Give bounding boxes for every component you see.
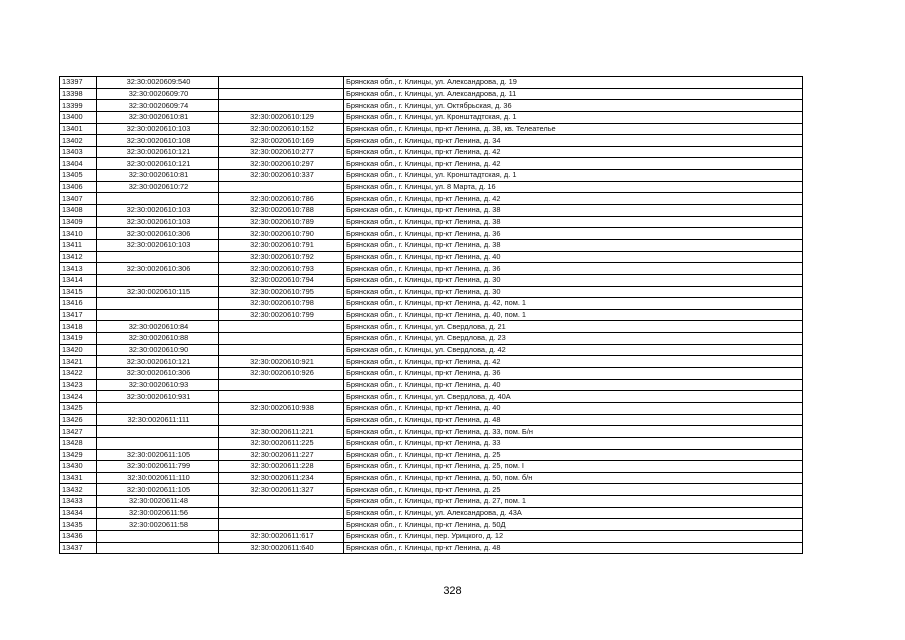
premises-cadastral-number-cell: 32:30:0020610:337 — [219, 170, 344, 182]
row-number-cell: 13405 — [60, 170, 97, 182]
table-row — [60, 100, 803, 112]
address-cell: Брянская обл., г. Клинцы, пр-кт Ленина, д. 38 — [344, 205, 803, 217]
row-number-cell: 13410 — [60, 228, 97, 240]
address-cell: Брянская обл., г. Клинцы, ул. Александрова, д. 43А — [344, 507, 803, 519]
cadastral-number-cell: 32:30:0020610:306 — [97, 228, 219, 240]
row-number-cell: 13408 — [60, 205, 97, 217]
cadastral-number-cell — [97, 402, 219, 414]
cadastral-number-cell: 32:30:0020611:48 — [97, 496, 219, 508]
cadastral-number-cell: 32:30:0020610:121 — [97, 356, 219, 368]
premises-cadastral-number-cell — [219, 507, 344, 519]
premises-cadastral-number-cell: 32:30:0020610:789 — [219, 216, 344, 228]
row-number-cell: 13437 — [60, 542, 97, 554]
cadastral-number-cell: 32:30:0020610:931 — [97, 391, 219, 403]
cadastral-number-cell: 32:30:0020610:103 — [97, 239, 219, 251]
premises-cadastral-number-cell: 32:30:0020610:152 — [219, 123, 344, 135]
table-row — [60, 519, 803, 531]
premises-cadastral-number-cell — [219, 519, 344, 531]
premises-cadastral-number-cell: 32:30:0020610:792 — [219, 251, 344, 263]
table-row — [60, 263, 803, 275]
address-cell: Брянская обл., г. Клинцы, ул. 8 Марта, д. 16 — [344, 181, 803, 193]
row-number-cell: 13431 — [60, 472, 97, 484]
address-cell: Брянская обл., г. Клинцы, ул. Свердлова, д. 23 — [344, 333, 803, 345]
table-row — [60, 146, 803, 158]
premises-cadastral-number-cell: 32:30:0020610:129 — [219, 111, 344, 123]
premises-cadastral-number-cell — [219, 344, 344, 356]
row-number-cell: 13402 — [60, 135, 97, 147]
premises-cadastral-number-cell — [219, 321, 344, 333]
row-number-cell: 13432 — [60, 484, 97, 496]
row-number-cell: 13403 — [60, 146, 97, 158]
cadastral-number-cell: 32:30:0020610:81 — [97, 111, 219, 123]
address-cell: Брянская обл., г. Клинцы, пр-кт Ленина, д. 25, пом. I — [344, 461, 803, 473]
table-row — [60, 414, 803, 426]
premises-cadastral-number-cell: 32:30:0020610:938 — [219, 402, 344, 414]
row-number-cell: 13417 — [60, 309, 97, 321]
premises-cadastral-number-cell: 32:30:0020610:798 — [219, 298, 344, 310]
address-cell: Брянская обл., г. Клинцы, пр-кт Ленина, д. 36 — [344, 263, 803, 275]
premises-cadastral-number-cell: 32:30:0020611:228 — [219, 461, 344, 473]
row-number-cell: 13407 — [60, 193, 97, 205]
row-number-cell: 13424 — [60, 391, 97, 403]
table-row — [60, 205, 803, 217]
address-cell: Брянская обл., г. Клинцы, пр-кт Ленина, д. 42, пом. 1 — [344, 298, 803, 310]
row-number-cell: 13412 — [60, 251, 97, 263]
table-row — [60, 333, 803, 345]
address-cell: Брянская обл., г. Клинцы, ул. Александрова, д. 19 — [344, 77, 803, 89]
row-number-cell: 13404 — [60, 158, 97, 170]
table-row — [60, 111, 803, 123]
table-row — [60, 530, 803, 542]
cadastral-number-cell: 32:30:0020609:70 — [97, 88, 219, 100]
premises-cadastral-number-cell: 32:30:0020610:794 — [219, 274, 344, 286]
table-row — [60, 391, 803, 403]
table-row — [60, 228, 803, 240]
table-row — [60, 321, 803, 333]
premises-cadastral-number-cell — [219, 391, 344, 403]
address-cell: Брянская обл., г. Клинцы, пр-кт Ленина, д. 34 — [344, 135, 803, 147]
page-number: 328 — [443, 585, 462, 597]
row-number-cell: 13435 — [60, 519, 97, 531]
cadastral-number-cell: 32:30:0020609:540 — [97, 77, 219, 89]
premises-cadastral-number-cell: 32:30:0020610:795 — [219, 286, 344, 298]
table-row — [60, 193, 803, 205]
premises-cadastral-number-cell: 32:30:0020611:640 — [219, 542, 344, 554]
cadastral-number-cell: 32:30:0020610:103 — [97, 205, 219, 217]
table-row — [60, 170, 803, 182]
cadastral-number-cell: 32:30:0020610:93 — [97, 379, 219, 391]
table-row — [60, 437, 803, 449]
row-number-cell: 13400 — [60, 111, 97, 123]
premises-cadastral-number-cell: 32:30:0020611:234 — [219, 472, 344, 484]
address-cell: Брянская обл., г. Клинцы, пр-кт Ленина, д. 33, пом. Б/н — [344, 426, 803, 438]
cadastral-number-cell: 32:30:0020610:115 — [97, 286, 219, 298]
table-row — [60, 298, 803, 310]
cadastral-number-cell — [97, 274, 219, 286]
table-row — [60, 379, 803, 391]
row-number-cell: 13422 — [60, 368, 97, 380]
row-number-cell: 13406 — [60, 181, 97, 193]
address-cell: Брянская обл., г. Клинцы, пр-кт Ленина, д. 42 — [344, 356, 803, 368]
premises-cadastral-number-cell — [219, 77, 344, 89]
table-row — [60, 507, 803, 519]
table-row — [60, 77, 803, 89]
address-cell: Брянская обл., г. Клинцы, ул. Свердлова, д. 21 — [344, 321, 803, 333]
cadastral-number-cell — [97, 542, 219, 554]
address-cell: Брянская обл., г. Клинцы, ул. Свердлова, д. 42 — [344, 344, 803, 356]
table-row — [60, 216, 803, 228]
premises-cadastral-number-cell — [219, 379, 344, 391]
premises-cadastral-number-cell: 32:30:0020611:221 — [219, 426, 344, 438]
row-number-cell: 13433 — [60, 496, 97, 508]
address-cell: Брянская обл., г. Клинцы, пр-кт Ленина, д. 40, пом. 1 — [344, 309, 803, 321]
table-row — [60, 402, 803, 414]
address-cell: Брянская обл., г. Клинцы, пр-кт Ленина, д. 48 — [344, 542, 803, 554]
table-row — [60, 158, 803, 170]
cadastral-number-cell: 32:30:0020610:84 — [97, 321, 219, 333]
table-row — [60, 239, 803, 251]
cadastral-number-cell: 32:30:0020610:90 — [97, 344, 219, 356]
row-number-cell: 13421 — [60, 356, 97, 368]
cadastral-number-cell — [97, 193, 219, 205]
premises-cadastral-number-cell: 32:30:0020610:297 — [219, 158, 344, 170]
address-cell: Брянская обл., г. Клинцы, пр-кт Ленина, д. 27, пом. 1 — [344, 496, 803, 508]
table-row — [60, 496, 803, 508]
address-cell: Брянская обл., г. Клинцы, пр-кт Ленина, д. 48 — [344, 414, 803, 426]
premises-cadastral-number-cell — [219, 496, 344, 508]
table-body — [60, 77, 803, 554]
table-row — [60, 344, 803, 356]
address-cell: Брянская обл., г. Клинцы, пр-кт Ленина, д. 38, кв. Телеателье — [344, 123, 803, 135]
premises-cadastral-number-cell — [219, 100, 344, 112]
cadastral-number-cell: 32:30:0020610:88 — [97, 333, 219, 345]
row-number-cell: 13409 — [60, 216, 97, 228]
address-cell: Брянская обл., г. Клинцы, пр-кт Ленина, д. 25 — [344, 484, 803, 496]
row-number-cell: 13420 — [60, 344, 97, 356]
premises-cadastral-number-cell — [219, 181, 344, 193]
cadastral-number-cell: 32:30:0020611:105 — [97, 484, 219, 496]
premises-cadastral-number-cell: 32:30:0020611:617 — [219, 530, 344, 542]
cadastral-number-cell: 32:30:0020609:74 — [97, 100, 219, 112]
address-cell: Брянская обл., г. Клинцы, ул. Свердлова, д. 40А — [344, 391, 803, 403]
premises-cadastral-number-cell: 32:30:0020610:926 — [219, 368, 344, 380]
row-number-cell: 13428 — [60, 437, 97, 449]
table-row — [60, 472, 803, 484]
premises-cadastral-number-cell: 32:30:0020610:788 — [219, 205, 344, 217]
cadastral-number-cell: 32:30:0020611:56 — [97, 507, 219, 519]
address-cell: Брянская обл., г. Клинцы, пр-кт Ленина, д. 25 — [344, 449, 803, 461]
address-cell: Брянская обл., г. Клинцы, ул. Кронштадтская, д. 1 — [344, 111, 803, 123]
cadastral-number-cell: 32:30:0020610:72 — [97, 181, 219, 193]
address-cell: Брянская обл., г. Клинцы, ул. Кронштадтская, д. 1 — [344, 170, 803, 182]
row-number-cell: 13436 — [60, 530, 97, 542]
cadastral-number-cell: 32:30:0020610:103 — [97, 123, 219, 135]
premises-cadastral-number-cell: 32:30:0020610:277 — [219, 146, 344, 158]
row-number-cell: 13401 — [60, 123, 97, 135]
row-number-cell: 13413 — [60, 263, 97, 275]
premises-cadastral-number-cell: 32:30:0020611:225 — [219, 437, 344, 449]
table-row — [60, 368, 803, 380]
table-row — [60, 88, 803, 100]
premises-cadastral-number-cell — [219, 333, 344, 345]
cadastral-number-cell: 32:30:0020611:110 — [97, 472, 219, 484]
cadastral-number-cell: 32:30:0020610:306 — [97, 263, 219, 275]
cadastral-number-cell: 32:30:0020610:81 — [97, 170, 219, 182]
row-number-cell: 13399 — [60, 100, 97, 112]
row-number-cell: 13423 — [60, 379, 97, 391]
table-row — [60, 356, 803, 368]
cadastral-number-cell — [97, 437, 219, 449]
row-number-cell: 13425 — [60, 402, 97, 414]
premises-cadastral-number-cell: 32:30:0020610:169 — [219, 135, 344, 147]
cadastral-number-cell — [97, 298, 219, 310]
premises-cadastral-number-cell: 32:30:0020610:790 — [219, 228, 344, 240]
table-row — [60, 426, 803, 438]
cadastral-number-cell — [97, 530, 219, 542]
table-row — [60, 251, 803, 263]
premises-cadastral-number-cell: 32:30:0020611:227 — [219, 449, 344, 461]
address-cell: Брянская обл., г. Клинцы, пр-кт Ленина, д. 30 — [344, 274, 803, 286]
premises-cadastral-number-cell: 32:30:0020610:793 — [219, 263, 344, 275]
row-number-cell: 13418 — [60, 321, 97, 333]
row-number-cell: 13430 — [60, 461, 97, 473]
cadastral-number-cell — [97, 426, 219, 438]
cadastral-number-cell: 32:30:0020610:121 — [97, 146, 219, 158]
row-number-cell: 13427 — [60, 426, 97, 438]
premises-cadastral-number-cell — [219, 414, 344, 426]
table-row — [60, 181, 803, 193]
row-number-cell: 13429 — [60, 449, 97, 461]
row-number-cell: 13397 — [60, 77, 97, 89]
cadastral-number-cell — [97, 251, 219, 263]
table-row — [60, 461, 803, 473]
table-row — [60, 309, 803, 321]
table-row — [60, 123, 803, 135]
cadastral-number-cell: 32:30:0020611:105 — [97, 449, 219, 461]
table-row — [60, 542, 803, 554]
table-row — [60, 449, 803, 461]
row-number-cell: 13419 — [60, 333, 97, 345]
premises-cadastral-number-cell: 32:30:0020610:786 — [219, 193, 344, 205]
address-cell: Брянская обл., г. Клинцы, пер. Урицкого, д. 12 — [344, 530, 803, 542]
premises-cadastral-number-cell: 32:30:0020610:921 — [219, 356, 344, 368]
address-cell: Брянская обл., г. Клинцы, пр-кт Ленина, д. 33 — [344, 437, 803, 449]
address-cell: Брянская обл., г. Клинцы, пр-кт Ленина, д. 40 — [344, 379, 803, 391]
address-cell: Брянская обл., г. Клинцы, ул. Александрова, д. 11 — [344, 88, 803, 100]
cadastral-number-cell: 32:30:0020610:103 — [97, 216, 219, 228]
row-number-cell: 13434 — [60, 507, 97, 519]
address-cell: Брянская обл., г. Клинцы, пр-кт Ленина, д. 42 — [344, 146, 803, 158]
property-register-table — [59, 76, 803, 554]
cadastral-number-cell: 32:30:0020611:58 — [97, 519, 219, 531]
address-cell: Брянская обл., г. Клинцы, пр-кт Ленина, д. 38 — [344, 216, 803, 228]
cadastral-number-cell: 32:30:0020610:108 — [97, 135, 219, 147]
table-row — [60, 286, 803, 298]
address-cell: Брянская обл., г. Клинцы, пр-кт Ленина, д. 42 — [344, 158, 803, 170]
row-number-cell: 13426 — [60, 414, 97, 426]
premises-cadastral-number-cell: 32:30:0020610:791 — [219, 239, 344, 251]
cadastral-number-cell: 32:30:0020611:799 — [97, 461, 219, 473]
address-cell: Брянская обл., г. Клинцы, пр-кт Ленина, д. 42 — [344, 193, 803, 205]
row-number-cell: 13411 — [60, 239, 97, 251]
premises-cadastral-number-cell: 32:30:0020610:799 — [219, 309, 344, 321]
table-row — [60, 484, 803, 496]
table-row — [60, 135, 803, 147]
table-row — [60, 274, 803, 286]
row-number-cell: 13415 — [60, 286, 97, 298]
premises-cadastral-number-cell: 32:30:0020611:327 — [219, 484, 344, 496]
address-cell: Брянская обл., г. Клинцы, пр-кт Ленина, д. 36 — [344, 368, 803, 380]
premises-cadastral-number-cell — [219, 88, 344, 100]
row-number-cell: 13414 — [60, 274, 97, 286]
address-cell: Брянская обл., г. Клинцы, пр-кт Ленина, д. 40 — [344, 402, 803, 414]
address-cell: Брянская обл., г. Клинцы, пр-кт Ленина, д. 50, пом. б/н — [344, 472, 803, 484]
address-cell: Брянская обл., г. Клинцы, пр-кт Ленина, д. 36 — [344, 228, 803, 240]
cadastral-number-cell: 32:30:0020610:121 — [97, 158, 219, 170]
cadastral-number-cell: 32:30:0020611:111 — [97, 414, 219, 426]
address-cell: Брянская обл., г. Клинцы, ул. Октябрьская, д. 36 — [344, 100, 803, 112]
cadastral-number-cell: 32:30:0020610:306 — [97, 368, 219, 380]
address-cell: Брянская обл., г. Клинцы, пр-кт Ленина, д. 38 — [344, 239, 803, 251]
cadastral-number-cell — [97, 309, 219, 321]
row-number-cell: 13398 — [60, 88, 97, 100]
row-number-cell: 13416 — [60, 298, 97, 310]
address-cell: Брянская обл., г. Клинцы, пр-кт Ленина, д. 40 — [344, 251, 803, 263]
address-cell: Брянская обл., г. Клинцы, пр-кт Ленина, д. 50Д — [344, 519, 803, 531]
address-cell: Брянская обл., г. Клинцы, пр-кт Ленина, д. 30 — [344, 286, 803, 298]
